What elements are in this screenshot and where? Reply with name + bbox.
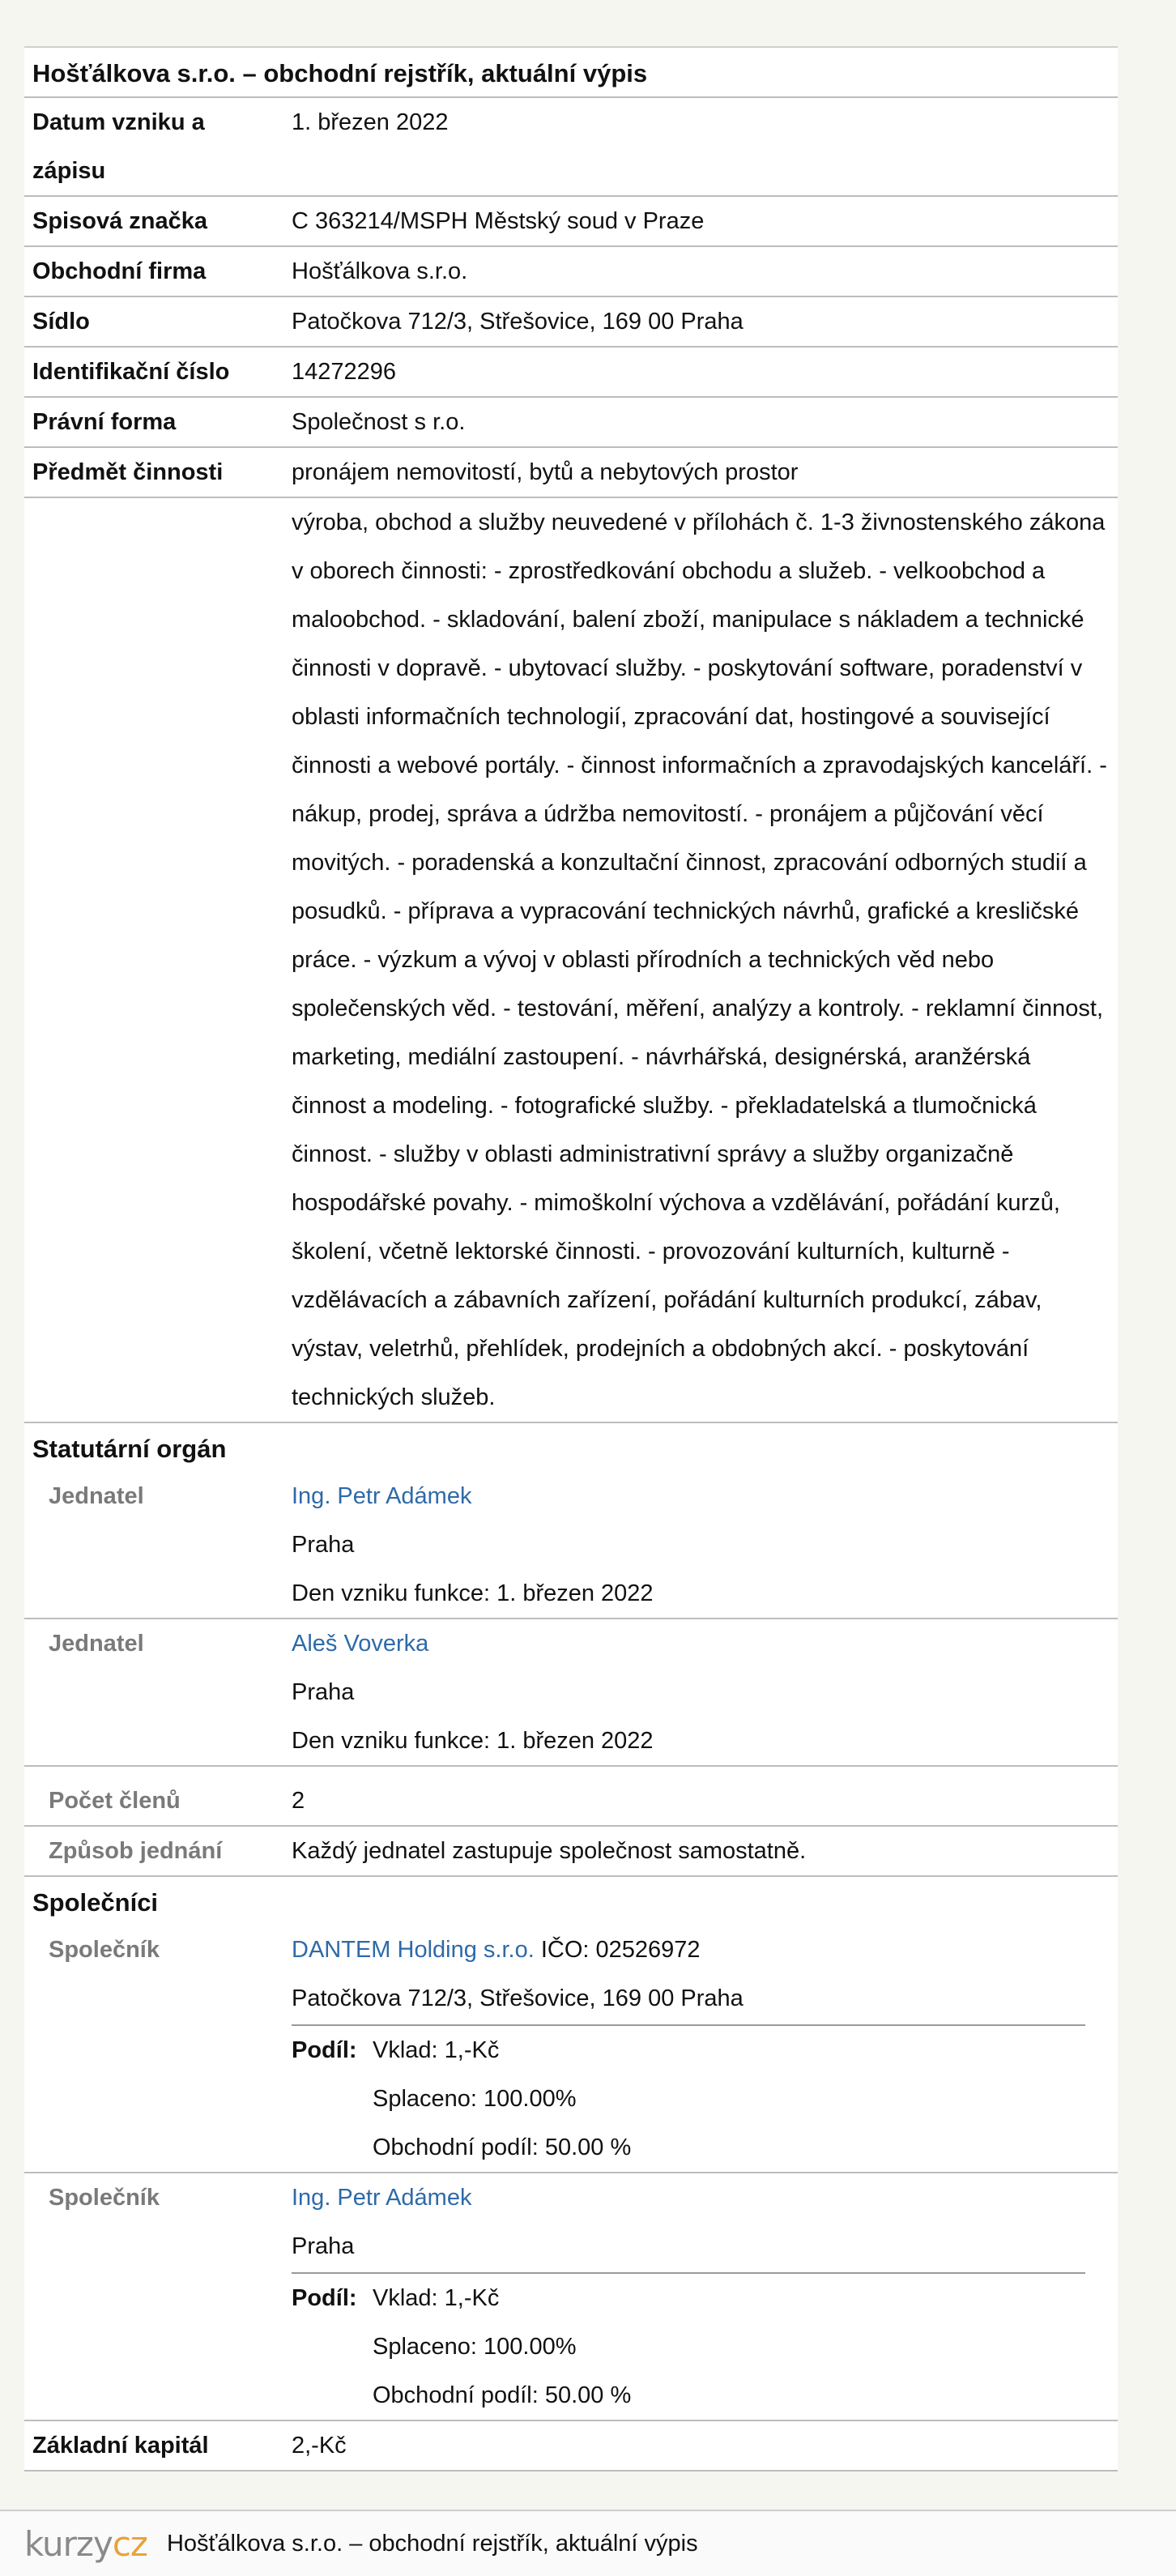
partner-name-link[interactable]: DANTEM Holding s.r.o. xyxy=(292,1937,535,1963)
member-city: Praha xyxy=(292,1679,355,1705)
row-sidlo xyxy=(24,296,1118,346)
partner-address: Patočkova 712/3, Střešovice, 169 00 Praha xyxy=(292,1985,744,2011)
label-zakladni-kapital: Základní kapitál xyxy=(32,2433,209,2459)
section-spolecnici: Společníci xyxy=(24,1875,1118,1926)
row-predmet-cinnosti xyxy=(24,446,1118,497)
partner-row xyxy=(24,1926,1118,2172)
label-zpusob-jednani: Způsob jednání xyxy=(49,1838,223,1864)
share-label: Podíl: xyxy=(292,2285,357,2311)
member-role: Jednatel xyxy=(49,1483,144,1509)
row-predmet-cinnosti-2 xyxy=(24,497,1118,1422)
label-predmet-cinnosti: Předmět činnosti xyxy=(32,459,224,485)
section-statutarni-organ: Statutární orgán xyxy=(24,1422,1118,1472)
label-datum-vzniku: Datum vzniku a zápisu xyxy=(32,109,205,184)
value-obchodni-firma: Hošťálkova s.r.o. xyxy=(292,258,468,284)
value-predmet-1: pronájem nemovitostí, bytů a nebytových prostor xyxy=(292,459,799,485)
partner-row xyxy=(24,2172,1118,2420)
kurzy-logo[interactable]: kurzycz xyxy=(24,2523,147,2564)
member-name-link[interactable]: Ing. Petr Adámek xyxy=(292,1483,472,1509)
share-business-stake: Obchodní podíl: 50.00 % xyxy=(373,2382,632,2408)
label-ico: Identifikační číslo xyxy=(32,359,230,385)
row-spisova-znacka xyxy=(24,195,1118,245)
footer-title: Hošťálkova s.r.o. – obchodní rejstřík, aktuální výpis xyxy=(166,2530,698,2557)
value-datum-vzniku: 1. březen 2022 xyxy=(292,109,449,135)
row-ico xyxy=(24,346,1118,396)
share-paid: Splaceno: 100.00% xyxy=(373,2334,577,2360)
label-pravni-forma: Právní forma xyxy=(32,409,177,435)
row-datum-vzniku xyxy=(24,96,1118,195)
member-role: Jednatel xyxy=(49,1631,144,1657)
label-obchodni-firma: Obchodní firma xyxy=(32,258,207,284)
value-ico: 14272296 xyxy=(292,359,397,385)
value-sidlo: Patočkova 712/3, Střešovice, 169 00 Praha xyxy=(292,309,744,335)
value-pravni-forma: Společnost s r.o. xyxy=(292,409,466,435)
share-deposit: Vklad: 1,-Kč xyxy=(373,2037,500,2063)
partner-share xyxy=(292,2024,1085,2172)
member-name-link[interactable]: Aleš Voverka xyxy=(292,1631,429,1657)
share-business-stake: Obchodní podíl: 50.00 % xyxy=(373,2135,632,2160)
partner-role: Společník xyxy=(49,1937,160,1963)
value-spisova-znacka: C 363214/MSPH Městský soud v Praze xyxy=(292,208,705,234)
value-zpusob-jednani: Každý jednatel zastupuje společnost samostatně. xyxy=(292,1838,807,1864)
member-since: Den vzniku funkce: 1. březen 2022 xyxy=(292,1580,654,1606)
partner-address: Praha xyxy=(292,2233,355,2259)
footer-bar xyxy=(0,2510,1176,2576)
page-title: Hošťálkova s.r.o. – obchodní rejstřík, aktuální výpis xyxy=(32,59,648,87)
member-row xyxy=(24,1618,1118,1765)
partner-name-link[interactable]: Ing. Petr Adámek xyxy=(292,2185,472,2211)
partner-share xyxy=(292,2272,1085,2420)
row-obchodni-firma xyxy=(24,245,1118,296)
share-paid: Splaceno: 100.00% xyxy=(373,2086,577,2112)
row-zakladni-kapital xyxy=(24,2420,1118,2472)
member-since: Den vzniku funkce: 1. březen 2022 xyxy=(292,1728,654,1754)
partner-role: Společník xyxy=(49,2185,160,2211)
row-pravni-forma xyxy=(24,396,1118,446)
label-empty xyxy=(24,498,292,1422)
member-row xyxy=(24,1472,1118,1618)
share-label: Podíl: xyxy=(292,2037,357,2063)
label-pocet-clenu: Počet členů xyxy=(49,1788,181,1814)
share-deposit: Vklad: 1,-Kč xyxy=(373,2285,500,2311)
value-predmet-2: výroba, obchod a služby neuvedené v přílohách č. 1-3 živnostenského zákona v oborech činnosti: - zprostředkování obchodu a služeb. - velkoobchod a maloobchod. - skladování, balení zboží, manipulace s nákladem a technické činnosti v dopravě. - ubytovací služby. - poskytování software, poradenství v oblasti informačních technologií, zpracování dat, hostingové a související činnosti a webové portály. - činnost informačních a zpravodajských kanceláří. - nákup, prodej, správa a údržba nemovitostí. - pronájem a půjčování věcí movitých. - poradenská a konzultační činnost, zpracování odborných studií a posudků. - příprava a vypracování technických návrhů, grafické a kresličské práce. - výzkum a vývoj v oblasti přírodních a technických věd nebo společenských věd. - testování, měření, analýzy a kontroly. - reklamní činnost, marketing, mediální zastoupení. - návrhářská, designérská, aranžérská činnost a modeling. - fotografické služby. - překladatelská a tlumočnická činnost. - služby v oblasti administrativní správy a služby organizačně hospodářské povahy. - mimoškolní výchova a vzdělávání, pořádání kurzů, školení, včetně lektorské činnosti. - provozování kulturních, kulturně - vzdělávacích a zábavních zařízení, pořádání kulturních produkcí, zábav, výstav, veletrhů, přehlídek, prodejních a obdobných akcí. - poskytování technických služeb. xyxy=(292,510,1107,1410)
value-pocet-clenu: 2 xyxy=(292,1788,305,1814)
registry-extract xyxy=(24,46,1118,2472)
member-city: Praha xyxy=(292,1532,355,1558)
value-zakladni-kapital: 2,-Kč xyxy=(292,2433,347,2459)
row-zpusob-jednani xyxy=(24,1825,1118,1875)
row-pocet-clenu xyxy=(24,1765,1118,1825)
label-spisova-znacka: Spisová značka xyxy=(32,208,207,234)
label-sidlo: Sídlo xyxy=(32,309,90,335)
partner-ico: IČO: 02526972 xyxy=(540,1937,701,1963)
